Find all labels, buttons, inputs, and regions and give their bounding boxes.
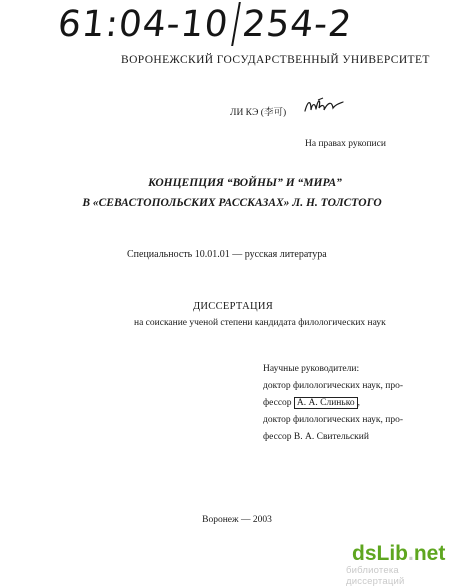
- advisor-1-suffix: ,: [357, 398, 360, 408]
- document-type: ДИССЕРТАЦИЯ: [192, 301, 274, 312]
- advisor-1-title: доктор филологических наук, про-: [263, 381, 404, 391]
- manuscript-note: На правах рукописи: [305, 139, 386, 149]
- title-line-1: КОНЦЕПЦИЯ “ВОЙНЫ” И “МИРА”: [148, 177, 342, 189]
- archive-code-right: 254-2: [240, 4, 355, 45]
- archive-code-left: 61:04-10: [55, 4, 231, 45]
- specialty-line: Специальность 10.01.01 — русская литература: [127, 249, 327, 260]
- watermark-logo: [352, 543, 450, 565]
- watermark-subtitle: библиотека диссертаций: [346, 565, 405, 587]
- advisors-heading: Научные руководители:: [263, 364, 360, 374]
- author-native-name: (李可): [260, 108, 287, 118]
- watermark: [346, 542, 450, 587]
- watermark-logo-main: dsLib: [352, 542, 408, 565]
- author-name: ЛИ КЭ: [230, 108, 259, 118]
- archive-code-divider: [231, 2, 241, 46]
- archive-code: [56, 2, 355, 46]
- advisor-2-title: доктор филологических наук, про-: [263, 415, 404, 425]
- author-line: [230, 104, 286, 118]
- signature-mark: [302, 96, 346, 118]
- watermark-logo-tld: net: [413, 542, 446, 565]
- city-year: Воронеж — 2003: [202, 515, 272, 525]
- advisor-1-prefix: фессор: [263, 398, 292, 408]
- watermark-logo-dot: .: [408, 542, 414, 565]
- title-line-2: В «СЕВАСТОПОЛЬСКИХ РАССКАЗАХ» Л. Н. ТОЛСТОГО: [82, 197, 382, 209]
- advisor-1-line: [263, 398, 360, 408]
- degree-line: на соискание ученой степени кандидата филологических наук: [134, 318, 386, 328]
- advisor-2-name: фессор В. А. Свительский: [263, 432, 369, 442]
- advisor-1-name: А. А. Слинько: [294, 397, 358, 409]
- university-name: ВОРОНЕЖСКИЙ ГОСУДАРСТВЕННЫЙ УНИВЕРСИТЕТ: [121, 54, 430, 66]
